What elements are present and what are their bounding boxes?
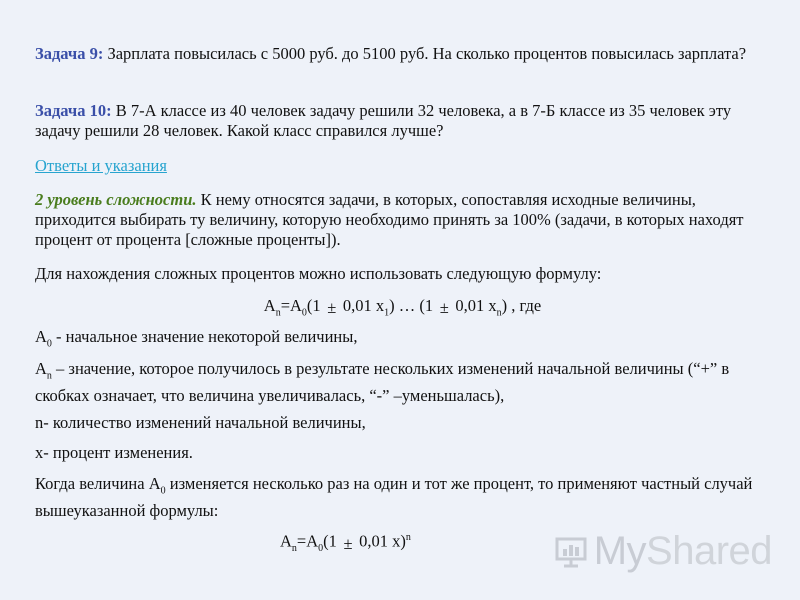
formula-special: $A_n=A_0(1 \pm 0,01$ x)$^n$ xyxy=(280,531,411,554)
watermark-my: My xyxy=(593,529,647,573)
answers-link[interactable]: Ответы и указания xyxy=(35,156,167,175)
watermark-shared: Shared xyxy=(646,529,772,573)
answers-paragraph xyxy=(35,156,770,176)
task-9-label: Задача 9: xyxy=(35,44,104,63)
task-9-text: Зарплата повысилась с 5000 руб. до 5100 руб. На сколько процентов повысилась зарплата? xyxy=(103,44,747,63)
level-2-text: К нему относятся задачи, в которых, сопоставляя исходные величины, приходится выбирать ту величину, которую необходимо принять за 100% (задачи, в которых находят процент от процента [сложные проценты]). xyxy=(35,190,744,249)
level-2-label: 2 уровень сложности. xyxy=(35,190,197,209)
def-x: x- процент изменения. xyxy=(35,443,193,462)
def-a0: $A_0$ - начальное значение некоторой величины, xyxy=(35,327,358,350)
myshared-watermark xyxy=(554,529,772,574)
task-10-label: Задача 10: xyxy=(35,101,112,120)
task-9 xyxy=(35,44,770,64)
task-10 xyxy=(35,101,770,141)
def-an: $A_n$ – значение, которое получилось в результате нескольких изменений начальной величины (“+” в скобках означает, что величина увеличивалась, “-” –уменьшалась), xyxy=(35,359,730,406)
formula-intro: Для нахождения сложных процентов можно использовать следующую формулу: xyxy=(35,264,602,283)
when-same-percent: Когда величина $A_0$ изменяется несколько раз на один и тот же процент, то применяют частный случай вышеуказанной формулы: xyxy=(35,474,753,521)
formula-general: $A_n=A_0(1 \pm 0,01$ $x_1$) … (1 ± 0,01 $x_n$) , где xyxy=(263,296,542,319)
presentation-chart-icon xyxy=(554,535,588,569)
task-10-text: В 7-А классе из 40 человек задачу решили 32 человека, а в 7-Б классе из 35 человек эту задачу решили 28 человек. Какой класс справился лучше? xyxy=(35,101,732,140)
def-n: n- количество изменений начальной величины, xyxy=(35,413,366,432)
level-2 xyxy=(35,190,770,250)
